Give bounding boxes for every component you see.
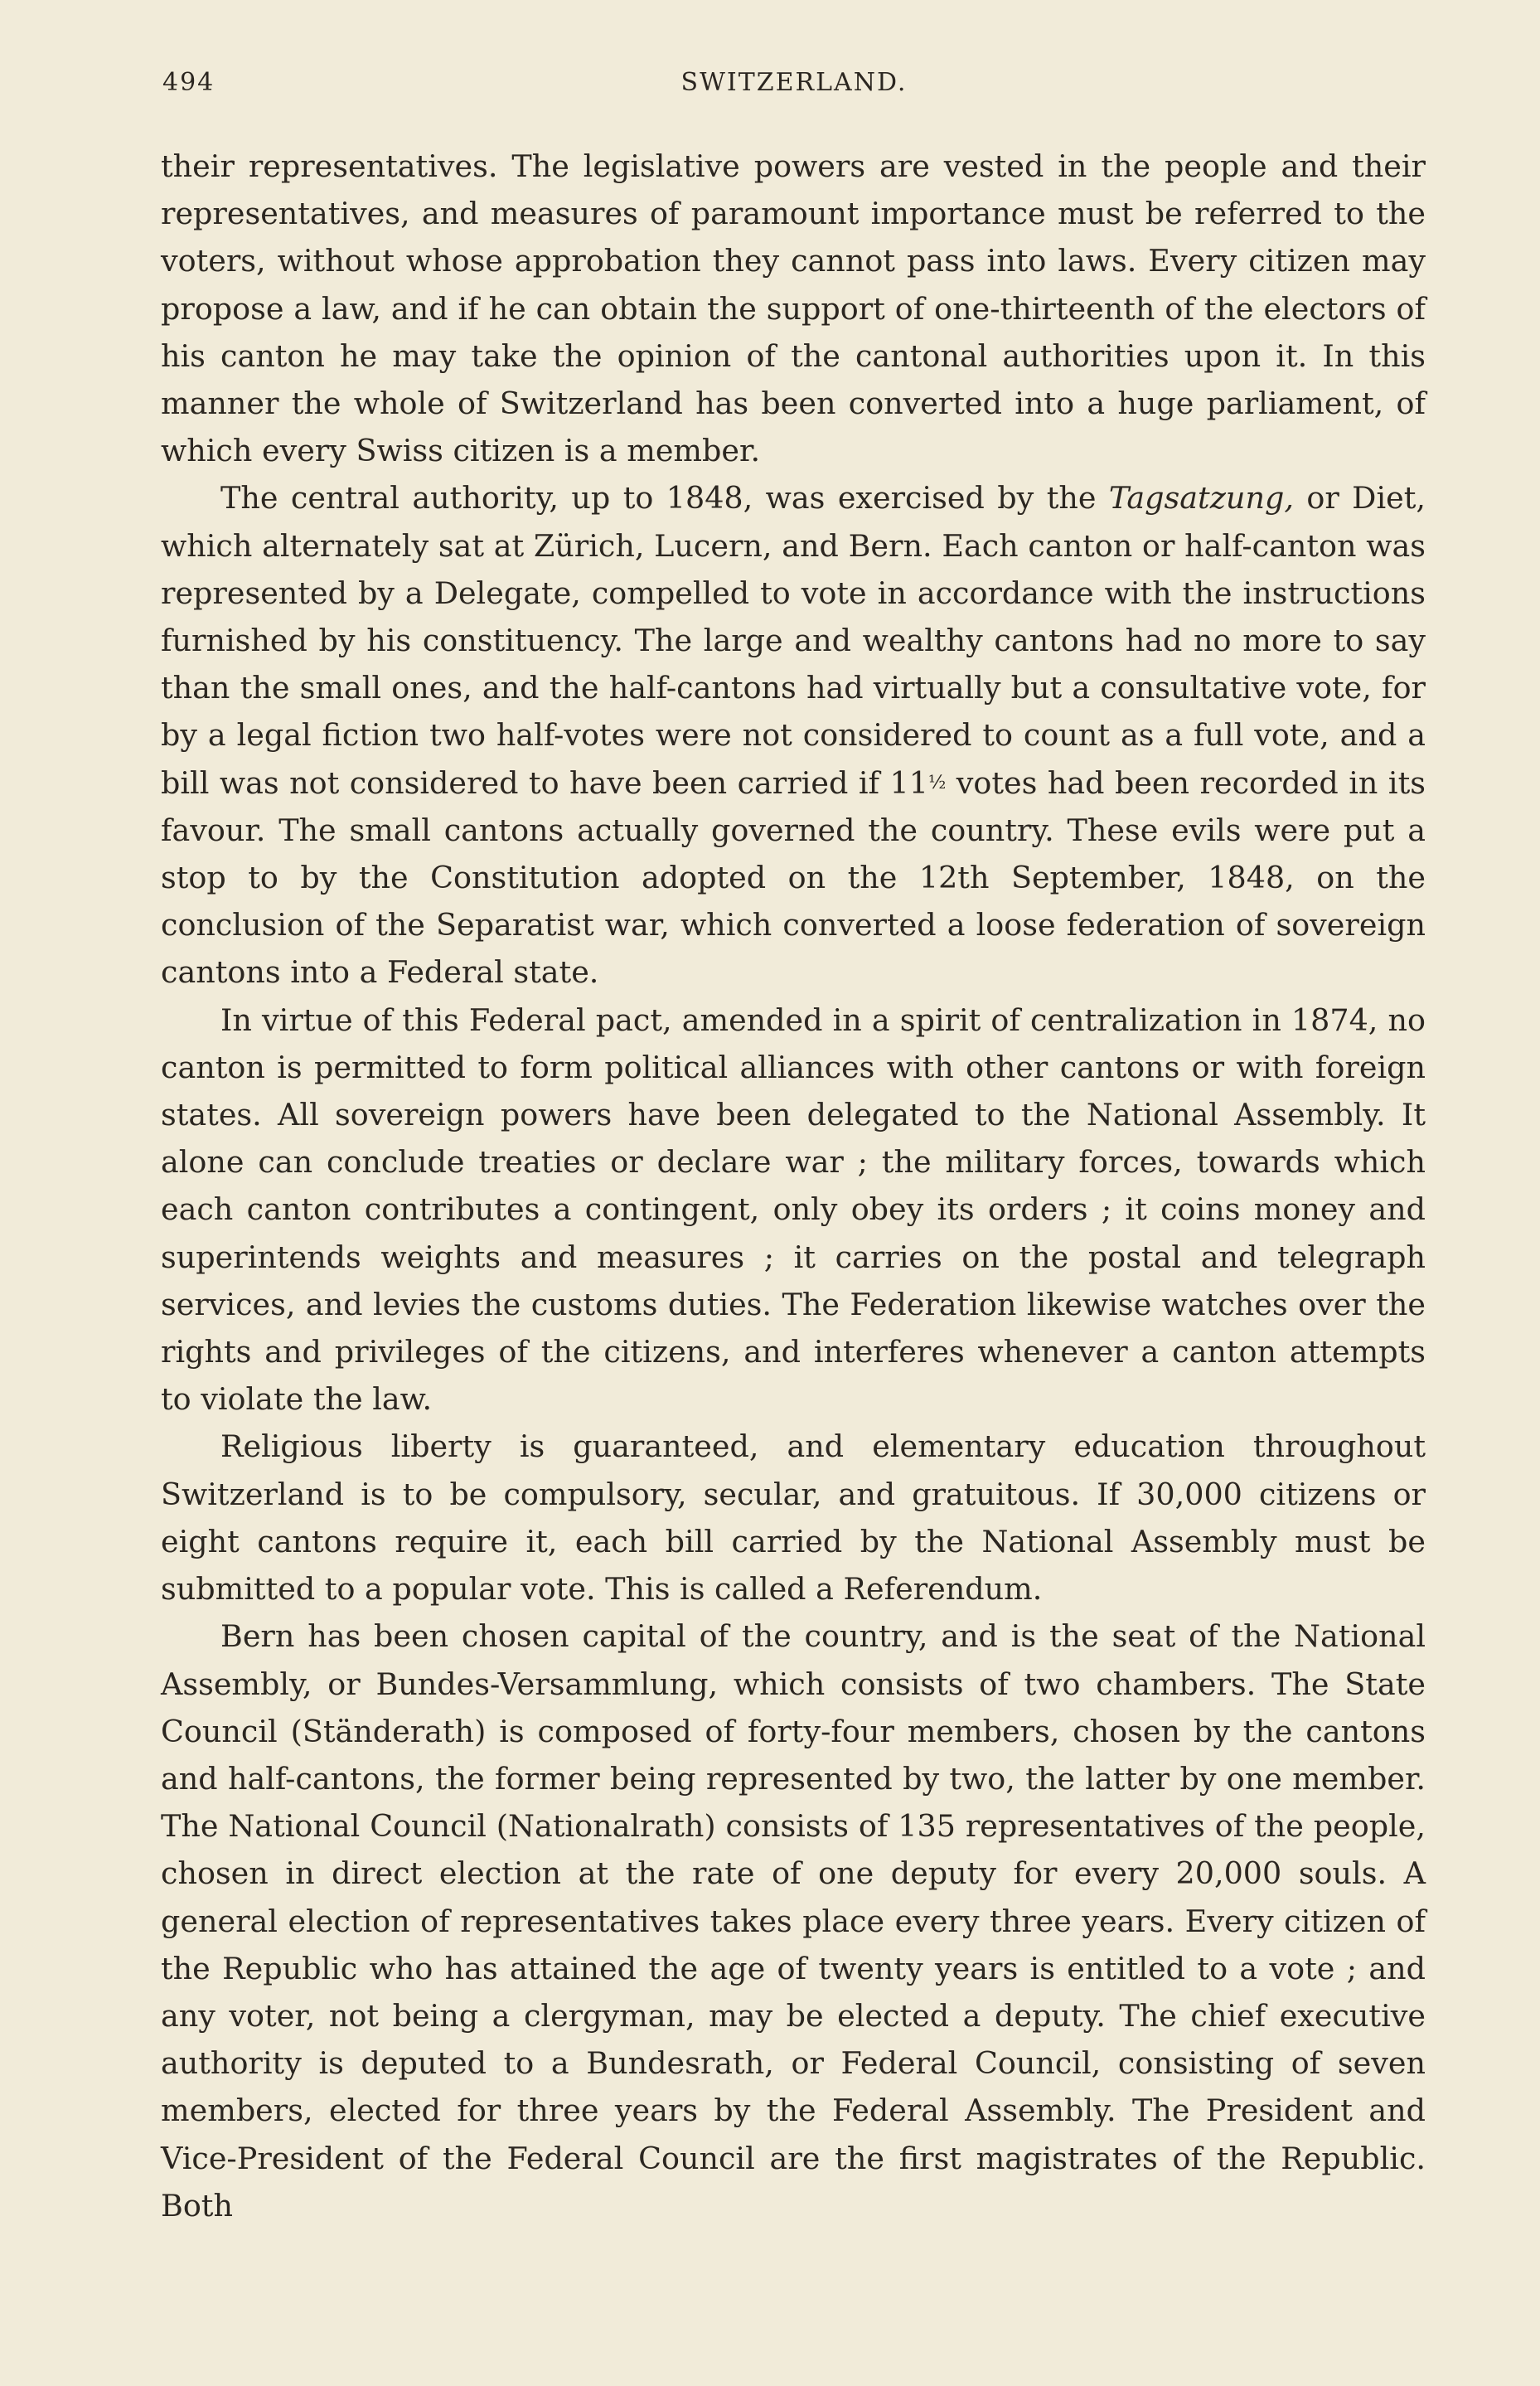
paragraph-4: Religious liberty is guaranteed, and elementary education throughout Switzerland is to be compulsory, secular, and gratuitous. If 30,000 citizens or eight cantons require it, each bill carried by the National Assembly must be submitted to a popular vote. This is called a Referendum.	[161, 1428, 1426, 1608]
fraction-half: ½	[927, 772, 947, 793]
paragraph-2-text-start: The central authority, up to 1848, was exercised by the	[220, 480, 1109, 516]
paragraph-2-text-middle: or Diet, which alternately sat at Zürich, Lucern, and Bern. Each canton or half-canton was represented by a Delegate, compelled to vote in accordance with the instructions furnished by his constituency. The large and wealthy cantons had no more to say than the small ones, and the half-cantons had virtually but a consultative vote, for by a legal fiction two half-votes were not considered to count as a full vote, and a bill was not considered to have been carried if 11	[161, 480, 1426, 801]
body-text	[161, 143, 1426, 2229]
tagsatzung-term: Tagsatzung,	[1108, 480, 1294, 516]
page-number: 494	[162, 68, 216, 97]
paragraph-2-text-end: votes had been recorded in its favour. The small cantons actually governed the country. These evils were put a stop to by the Constitution adopted on the 12th September, 1848, on the conclusion of the Separatist war, which converted a loose federation of sovereign cantons into a Federal state.	[161, 764, 1426, 991]
paragraph-5: Bern has been chosen capital of the country, and is the seat of the National Assembly, or Bundes-Versammlung, which consists of two chambers. The State Council (Ständerath) is composed of forty-four members, chosen by the cantons and half-cantons, the former being represented by two, the latter by one member. The National Council (Nationalrath) consists of 135 representatives of the people, chosen in direct election at the rate of one deputy for every 20,000 souls. A general election of representatives takes place every three years. Every citizen of the Republic who has attained the age of twenty years is entitled to a vote ; and any voter, not being a clergyman, may be elected a deputy. The chief executive authority is deputed to a Bundesrath, or Federal Council, consisting of seven members, elected for three years by the Federal Assembly. The President and Vice-President of the Federal Council are the first magistrates of the Republic. Both	[161, 1618, 1426, 2224]
paragraph-3: In virtue of this Federal pact, amended in a spirit of centralization in 1874, no canton is permitted to form political alliances with other cantons or with foreign states. All sovereign powers have been delegated to the National Assembly. It alone can conclude treaties or declare war ; the military forces, towards which each canton contributes a contingent, only obey its orders ; it coins money and superintends weights and measures ; it carries on the postal and telegraph services, and levies the customs duties. The Federation likewise watches over the rights and privileges of the citizens, and interferes whenever a canton attempts to violate the law.	[161, 1001, 1426, 1418]
paragraph-1: their representatives. The legislative powers are vested in the people and their representatives, and measures of paramount importance must be referred to the voters, without whose approbation they cannot pass into laws. Every citizen may propose a law, and if he can obtain the support of one-thirteenth of the electors of his canton he may take the opinion of the cantonal authorities upon it. In this manner the whole of Switzerland has been converted into a huge parliament, of which every Swiss citizen is a member.	[161, 148, 1426, 469]
running-head	[162, 68, 1426, 109]
running-title: SWITZERLAND.	[680, 68, 908, 97]
paragraph-2	[161, 474, 1426, 996]
